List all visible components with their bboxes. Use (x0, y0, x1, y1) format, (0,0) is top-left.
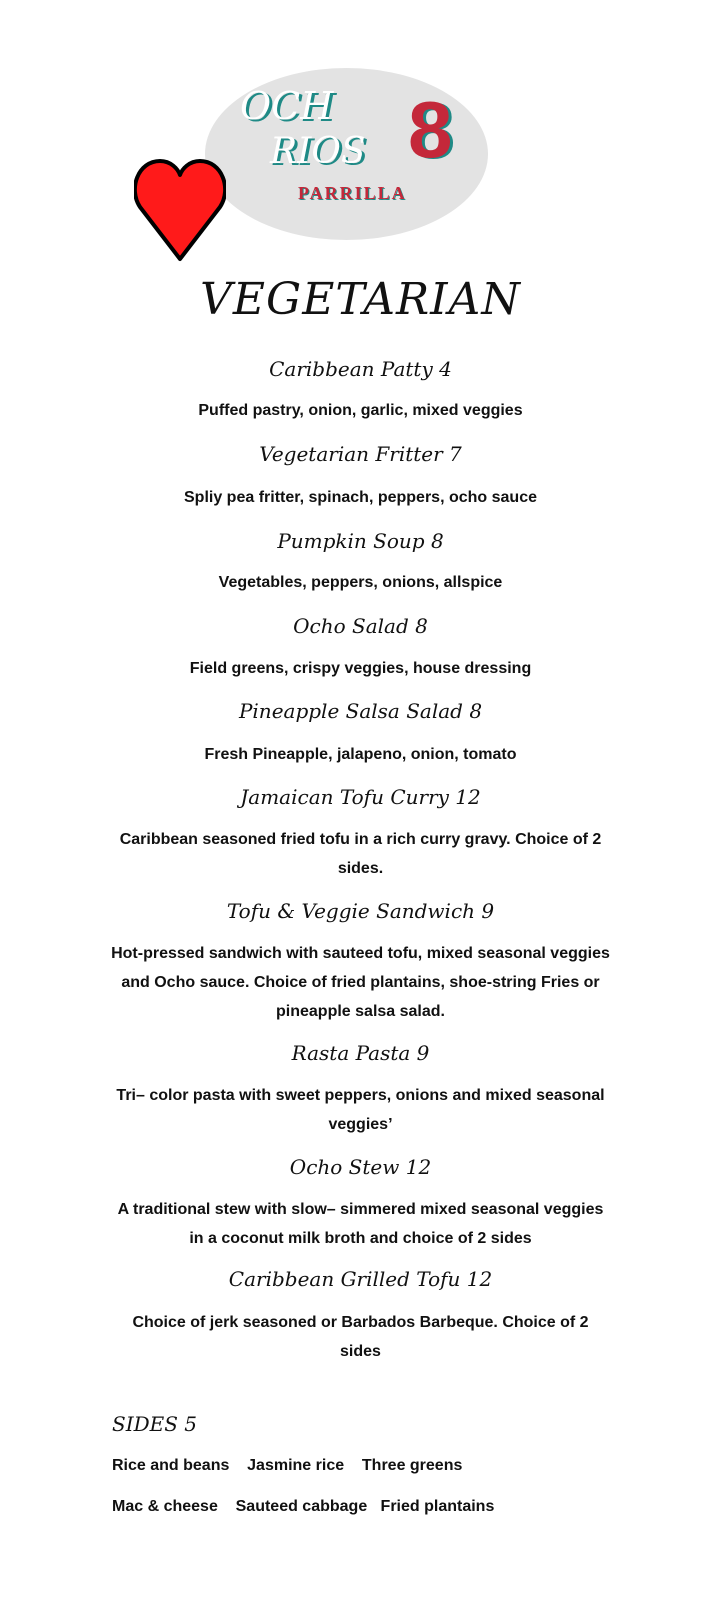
restaurant-logo (240, 84, 470, 214)
menu-item-name: Jamaican Tofu Curry 12 (240, 785, 481, 809)
menu-item-name: Caribbean Patty 4 (269, 357, 452, 381)
menu-item-description: Fresh Pineapple, jalapeno, onion, tomato (204, 746, 517, 763)
menu-item-name: Vegetarian Fritter 7 (259, 442, 462, 466)
sides-heading: SIDES 5 (112, 1412, 198, 1436)
menu-item-name: Tofu & Veggie Sandwich 9 (226, 899, 495, 923)
menu-item-description: Hot-pressed sandwich with sauteed tofu, mixed seasonal veggies and Ocho sauce. Choice of fried plantains, shoe-string Fries or pineapple salsa salad. (111, 945, 610, 1020)
menu-item-description: A traditional stew with slow– simmered mixed seasonal veggies in a coconut milk broth and choice of 2 sides (117, 1201, 604, 1247)
menu-item-name: Caribbean Grilled Tofu 12 (228, 1267, 493, 1291)
menu-item-name: Rasta Pasta 9 (291, 1041, 430, 1065)
menu-item-description: Tri– color pasta with sweet peppers, onions and mixed seasonal veggies’ (116, 1087, 605, 1133)
menu-item-description: Field greens, crispy veggies, house dressing (189, 660, 532, 677)
logo-parrilla: PARRILLA (298, 183, 407, 203)
logo-rios: RIOS (270, 131, 366, 172)
heart-icon (134, 155, 226, 263)
logo-eight: 8 (408, 85, 453, 174)
menu-item-description: Spliy pea fritter, spinach, peppers, ocho sauce (184, 489, 537, 506)
menu-item-description: Vegetables, peppers, onions, allspice (218, 574, 503, 591)
sides-row: Mac & cheese Sauteed cabbage Fried plantains (112, 1498, 495, 1515)
logo-ocho: OCH (240, 84, 334, 128)
menu-item-name: Pineapple Salsa Salad 8 (238, 699, 483, 723)
menu-item-name: Pumpkin Soup 8 (277, 529, 444, 553)
menu-item-name: Ocho Salad 8 (293, 614, 428, 638)
sides-row: Rice and beans Jasmine rice Three greens (112, 1457, 463, 1474)
page-title: VEGETARIAN (200, 274, 521, 325)
menu-item-description: Caribbean seasoned fried tofu in a rich curry gravy. Choice of 2 sides. (119, 831, 602, 877)
menu-item-description: Puffed pastry, onion, garlic, mixed veggies (198, 402, 523, 419)
menu-item-name: Ocho Stew 12 (289, 1155, 432, 1179)
menu-item-description: Choice of jerk seasoned or Barbados Barbeque. Choice of 2 sides (132, 1314, 589, 1360)
